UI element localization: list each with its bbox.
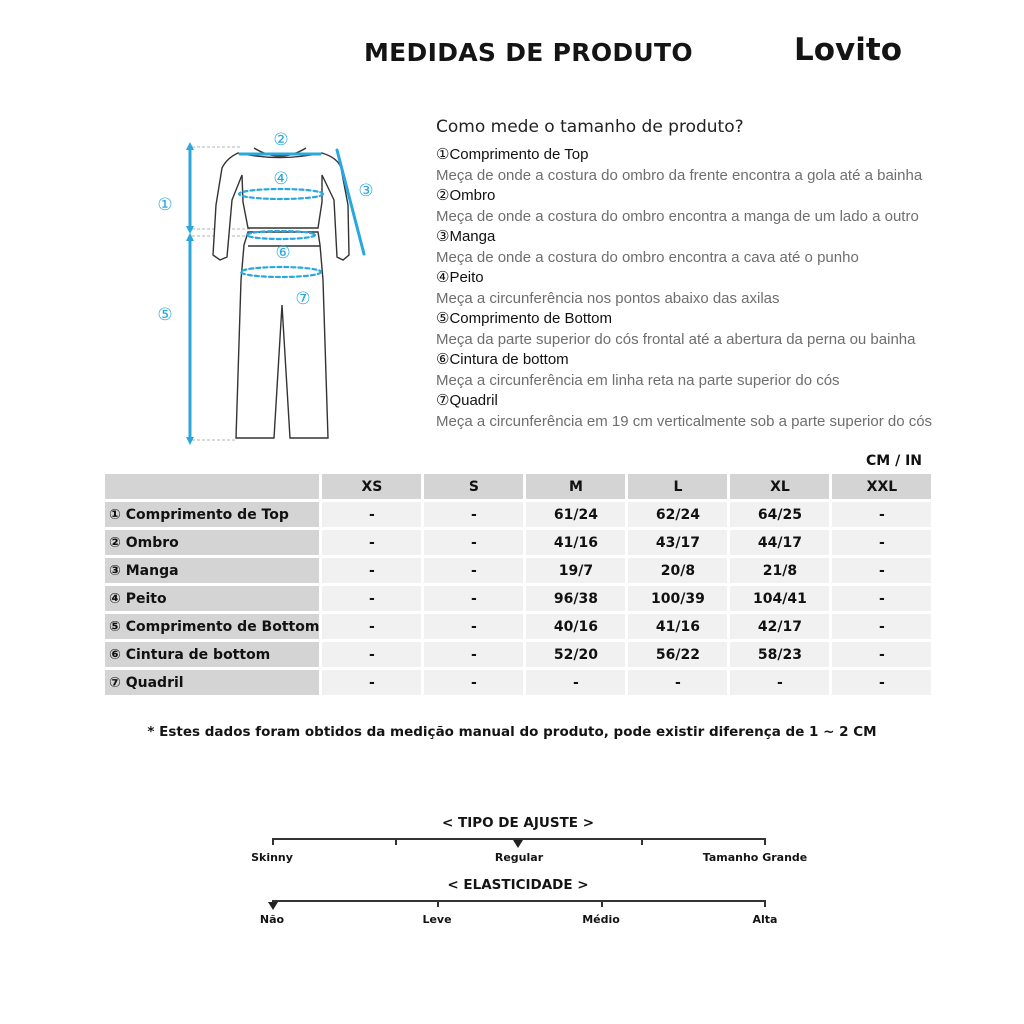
- table-cell: -: [832, 670, 931, 695]
- row-label: ③ Manga: [105, 558, 319, 583]
- table-row: [105, 558, 931, 583]
- table-cell: 52/20: [526, 642, 625, 667]
- table-cell: -: [832, 558, 931, 583]
- elasticity-label-none: Não: [259, 913, 285, 926]
- instruction-name: ⑤Comprimento de Bottom: [436, 310, 613, 327]
- table-cell: 104/41: [730, 586, 829, 611]
- marker-chest: ④: [273, 169, 289, 189]
- table-cell: 43/17: [628, 530, 727, 555]
- fit-tick: [764, 838, 766, 845]
- table-cell: 61/24: [526, 502, 625, 527]
- fit-label-skinny: Skinny: [251, 851, 293, 864]
- instruction-desc: Meça a circunferência em linha reta na parte superior do cós: [436, 372, 840, 389]
- table-cell: -: [424, 558, 523, 583]
- table-cell: 100/39: [628, 586, 727, 611]
- instruction-top-length: [436, 145, 1006, 186]
- table-row: [105, 586, 931, 611]
- table-header-row: [105, 474, 931, 499]
- row-label: ⑦ Quadril: [105, 670, 319, 695]
- fit-label-plus: Tamanho Grande: [702, 851, 808, 864]
- size-header-s: S: [424, 474, 523, 499]
- row-label: ④ Peito: [105, 586, 319, 611]
- table-row: [105, 502, 931, 527]
- elasticity-scale-line: [272, 900, 766, 902]
- table-cell: -: [322, 614, 421, 639]
- fit-scale-title: < TIPO DE AJUSTE >: [441, 815, 595, 831]
- measurement-instructions: [436, 145, 1006, 432]
- table-cell: -: [424, 530, 523, 555]
- table-row: [105, 614, 931, 639]
- size-header-l: L: [628, 474, 727, 499]
- instruction-bottom-length: [436, 309, 1006, 350]
- instruction-desc: Meça de onde a costura do ombro da frente encontra a gola até a bainha: [436, 167, 923, 184]
- marker-top-length: ①: [157, 195, 173, 215]
- instruction-name: ⑦Quadril: [436, 392, 498, 409]
- unit-label: CM / IN: [866, 453, 922, 469]
- table-cell: 96/38: [526, 586, 625, 611]
- instruction-desc: Meça da parte superior do cós frontal até a abertura da perna ou bainha: [436, 331, 916, 348]
- instruction-name: ④Peito: [436, 269, 484, 286]
- instruction-hip: [436, 391, 1006, 432]
- table-cell: -: [322, 642, 421, 667]
- marker-hip: ⑦: [295, 289, 311, 309]
- instruction-name: ①Comprimento de Top: [436, 146, 589, 163]
- table-cell: -: [322, 670, 421, 695]
- elasticity-scale-title: < ELASTICIDADE >: [447, 877, 589, 893]
- table-cell: -: [832, 614, 931, 639]
- size-header-m: M: [526, 474, 625, 499]
- measurement-note: * Estes dados foram obtidos da medição manual do produto, pode existir diferença de 1 ~ 2 CM: [147, 724, 877, 740]
- instruction-sleeve: [436, 227, 1006, 268]
- garment-measurement-diagram: [140, 120, 400, 450]
- table-cell: -: [832, 502, 931, 527]
- instruction-shoulder: [436, 186, 1006, 227]
- elasticity-label-medium: Médio: [582, 913, 620, 926]
- table-cell: 21/8: [730, 558, 829, 583]
- instruction-chest: [436, 268, 1006, 309]
- table-row: [105, 642, 931, 667]
- instruction-waist: [436, 350, 1006, 391]
- brand-logo: Lovito: [794, 32, 903, 68]
- size-header-xxl: XXL: [832, 474, 931, 499]
- instruction-name: ③Manga: [436, 228, 496, 245]
- row-label: ⑥ Cintura de bottom: [105, 642, 319, 667]
- table-cell: 19/7: [526, 558, 625, 583]
- elasticity-tick: [601, 900, 603, 907]
- table-cell: 44/17: [730, 530, 829, 555]
- table-cell: 42/17: [730, 614, 829, 639]
- table-cell: -: [322, 586, 421, 611]
- instruction-desc: Meça de onde a costura do ombro encontra a manga de um lado a outro: [436, 208, 919, 225]
- fit-tick: [395, 838, 397, 845]
- size-header-xs: XS: [322, 474, 421, 499]
- table-cell: -: [424, 614, 523, 639]
- table-cell: 62/24: [628, 502, 727, 527]
- marker-bottom-length: ⑤: [157, 305, 173, 325]
- marker-shoulder: ②: [273, 130, 289, 150]
- elasticity-label-high: Alta: [752, 913, 778, 926]
- marker-waist: ⑥: [275, 243, 291, 263]
- table-cell: -: [424, 586, 523, 611]
- row-label: ② Ombro: [105, 530, 319, 555]
- elasticity-label-light: Leve: [422, 913, 452, 926]
- marker-sleeve: ③: [358, 181, 374, 201]
- table-cell: -: [424, 502, 523, 527]
- table-cell: -: [322, 502, 421, 527]
- table-cell: -: [832, 642, 931, 667]
- instruction-name: ⑥Cintura de bottom: [436, 351, 569, 368]
- table-cell: 64/25: [730, 502, 829, 527]
- row-label: ⑤ Comprimento de Bottom: [105, 614, 319, 639]
- page-title: MEDIDAS DE PRODUTO: [364, 38, 693, 67]
- table-cell: -: [730, 670, 829, 695]
- fit-selected-marker: [513, 840, 523, 848]
- elasticity-tick: [437, 900, 439, 907]
- table-cell: -: [832, 530, 931, 555]
- size-header-xl: XL: [730, 474, 829, 499]
- table-cell: 40/16: [526, 614, 625, 639]
- table-cell: -: [526, 670, 625, 695]
- instruction-desc: Meça de onde a costura do ombro encontra a cava até o punho: [436, 249, 859, 266]
- elasticity-selected-marker: [268, 902, 278, 910]
- size-table: [102, 471, 934, 698]
- table-cell: -: [322, 530, 421, 555]
- table-cell: 56/22: [628, 642, 727, 667]
- instruction-name: ②Ombro: [436, 187, 496, 204]
- table-row: [105, 670, 931, 695]
- table-cell: 41/16: [628, 614, 727, 639]
- elasticity-tick: [764, 900, 766, 907]
- table-cell: 41/16: [526, 530, 625, 555]
- instruction-desc: Meça a circunferência nos pontos abaixo das axilas: [436, 290, 780, 307]
- fit-tick: [272, 838, 274, 845]
- instruction-desc: Meça a circunferência em 19 cm verticalmente sob a parte superior do cós: [436, 413, 933, 430]
- how-to-measure-title: Como mede o tamanho de produto?: [436, 117, 744, 137]
- table-cell: 58/23: [730, 642, 829, 667]
- fit-tick: [641, 838, 643, 845]
- row-label: ① Comprimento de Top: [105, 502, 319, 527]
- table-corner: [105, 474, 319, 499]
- table-cell: -: [424, 642, 523, 667]
- table-cell: 20/8: [628, 558, 727, 583]
- fit-label-regular: Regular: [494, 851, 544, 864]
- table-cell: -: [832, 586, 931, 611]
- table-row: [105, 530, 931, 555]
- table-cell: -: [628, 670, 727, 695]
- table-cell: -: [424, 670, 523, 695]
- table-cell: -: [322, 558, 421, 583]
